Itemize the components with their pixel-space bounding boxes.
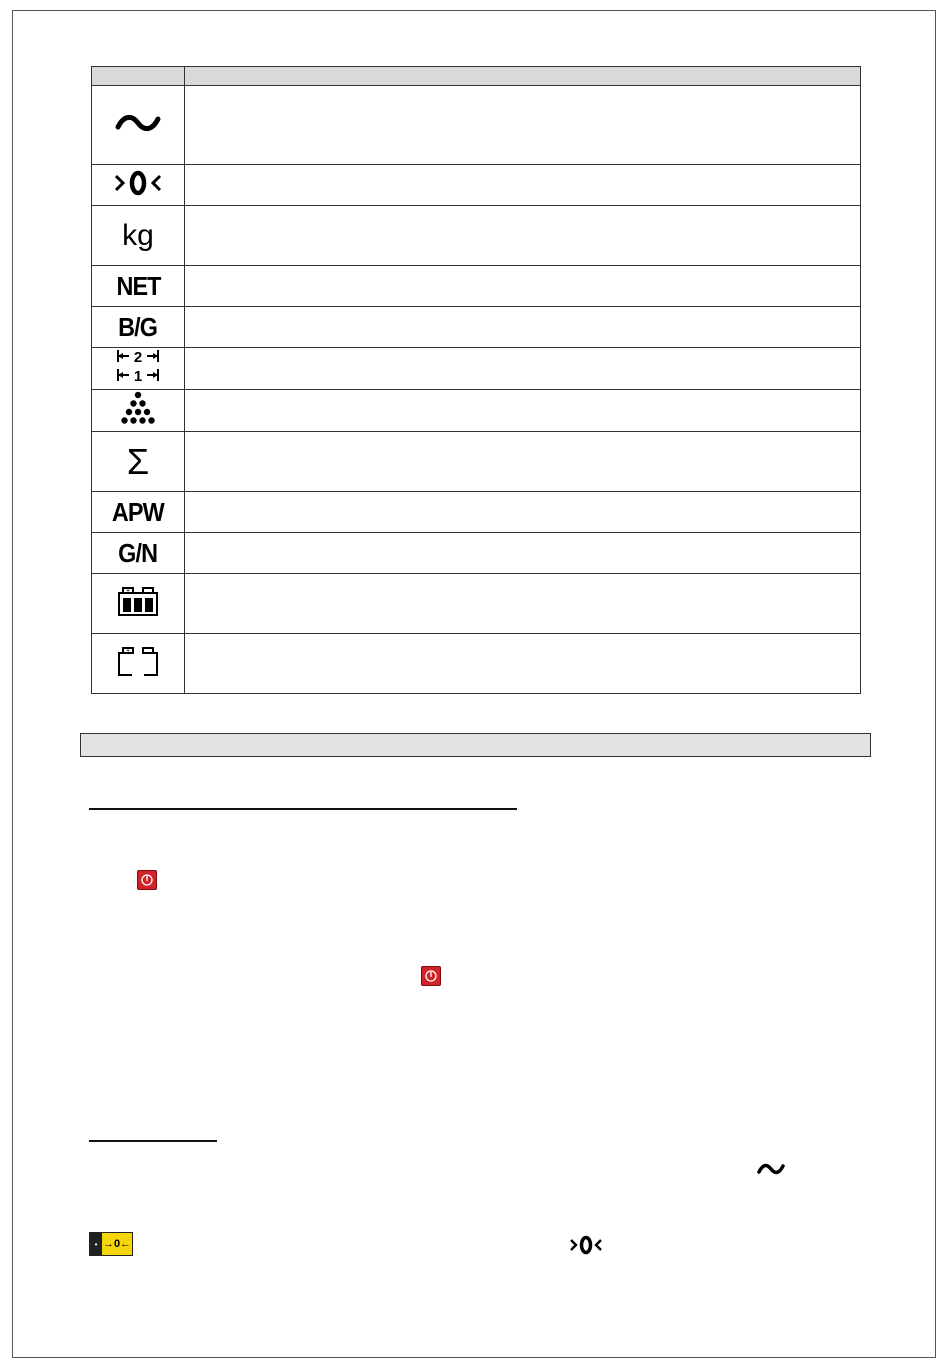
table-row (92, 432, 861, 492)
table-row (92, 165, 861, 206)
zero-key-label: →0← (102, 1233, 132, 1255)
net-icon: NET (115, 270, 161, 301)
table-row (92, 533, 861, 574)
range-icon (115, 348, 161, 384)
row-description (185, 432, 861, 492)
count-dot (130, 417, 136, 423)
power-key-icon (137, 870, 157, 890)
power-key-icon (421, 966, 441, 986)
battery-empty-icon (116, 645, 160, 677)
count-dot (139, 417, 145, 423)
row-description (185, 634, 861, 694)
row-description (185, 86, 861, 165)
count-dot (139, 400, 145, 406)
row-description (185, 165, 861, 206)
row-description (185, 574, 861, 634)
svg-text:+: + (125, 588, 131, 595)
table-row (92, 574, 861, 634)
apw-icon: APW (112, 496, 164, 527)
bg-icon: B/G (118, 311, 158, 342)
row-description (185, 390, 861, 432)
gn-icon: G/N (118, 537, 158, 568)
sigma-icon: Σ (126, 440, 150, 482)
table-row (92, 307, 861, 348)
table-row (92, 634, 861, 694)
zero-key-icon (89, 1232, 133, 1256)
count-dot (126, 409, 132, 415)
count-dot (135, 409, 141, 415)
table-row (92, 266, 861, 307)
svg-text:+: + (125, 648, 131, 655)
kg-unit-icon: kg (122, 218, 154, 252)
row-description (185, 348, 861, 390)
section-heading-bar (80, 733, 871, 757)
count-dot (144, 409, 150, 415)
row-description (185, 533, 861, 574)
header-description (185, 67, 861, 86)
table-row (92, 390, 861, 432)
row-description (185, 206, 861, 266)
symbols-table (91, 66, 861, 694)
zero-icon (113, 170, 163, 196)
table-row (92, 492, 861, 533)
zero-key-indicator: • (90, 1233, 102, 1255)
stable-icon (757, 1161, 785, 1177)
table-row (92, 348, 861, 390)
count-dot (135, 392, 141, 398)
stable-icon (114, 112, 162, 134)
svg-text:1: 1 (133, 368, 143, 384)
table-row (92, 86, 861, 165)
table-header-row (92, 67, 861, 86)
count-icon (115, 390, 161, 426)
battery-full-icon (116, 585, 160, 617)
table-row (92, 206, 861, 266)
count-dot (121, 417, 127, 423)
row-description (185, 307, 861, 348)
row-description (185, 266, 861, 307)
count-dot (130, 400, 136, 406)
svg-text:2: 2 (133, 349, 143, 366)
subsection-underline (89, 1140, 217, 1142)
header-symbol (92, 67, 185, 86)
row-description (185, 492, 861, 533)
subsection-underline (89, 808, 517, 810)
count-dot (148, 417, 154, 423)
zero-icon (569, 1235, 603, 1255)
